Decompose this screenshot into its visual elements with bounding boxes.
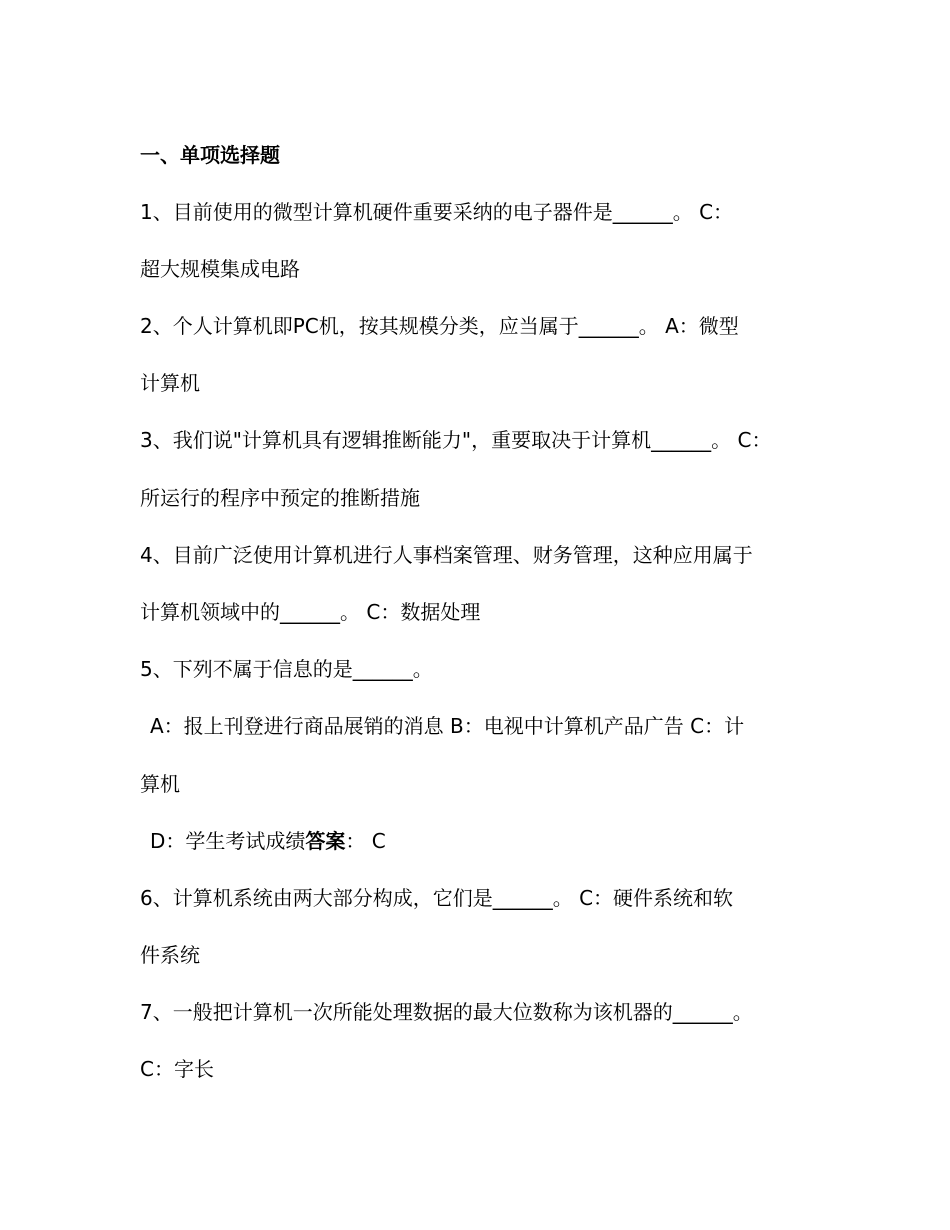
question-6-line-1: 6、计算机系统由两大部分构成，它们是______。 C：硬件系统和软 [140,886,734,910]
question-5-options-line-2: 算机 [140,772,180,796]
question-1-line-2: 超大规模集成电路 [140,257,300,281]
question-1-line-1: 1、目前使用的微型计算机硬件重要采纳的电子器件是______。 C： [140,200,734,224]
option-d-text: D：学生考试成绩 [150,829,306,853]
question-3-line-1: 3、我们说"计算机具有逻辑推断能力"，重要取决于计算机______。 C： [140,428,772,452]
question-4-line-2: 计算机领域中的______。 C：数据处理 [140,600,481,624]
question-3-line-2: 所运行的程序中预定的推断措施 [140,486,420,510]
document-page [140,0,820,1230]
question-7-line-1: 7、一般把计算机一次所能处理数据的最大位数称为该机器的______。 [140,1000,753,1024]
question-5-option-d [150,827,386,855]
question-4-line-1: 4、目前广泛使用计算机进行人事档案管理、财务管理，这种应用属于 [140,543,753,567]
question-2-line-2: 计算机 [140,371,200,395]
question-5-options-line-1: A：报上刊登进行商品展销的消息 B：电视中计算机产品广告 C：计 [150,714,745,738]
question-2-line-1: 2、个人计算机即PC机，按其规模分类，应当属于______。 A：微型 [140,314,739,338]
section-title: 一、单项选择题 [140,143,280,167]
answer-label: 答案 [305,829,346,853]
answer-value: ： C [345,829,386,853]
question-7-line-2: C：字长 [140,1057,214,1081]
question-6-line-2: 件系统 [140,943,200,967]
question-5-line-1: 5、下列不属于信息的是______。 [140,657,433,681]
